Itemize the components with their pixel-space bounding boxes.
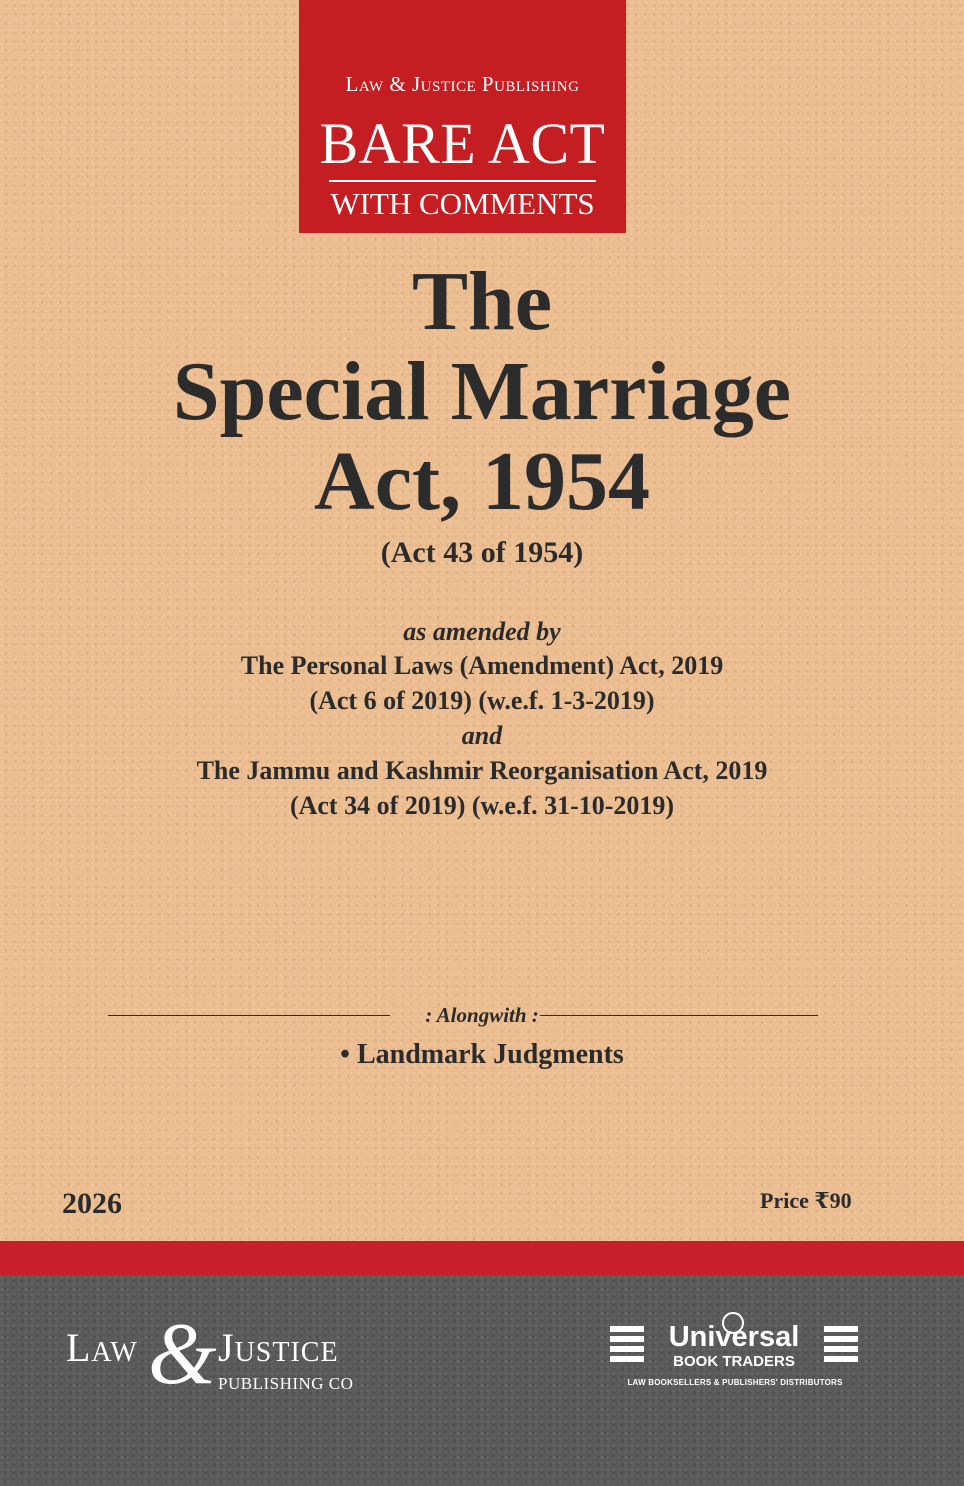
logo-justice-text: Justice	[218, 1325, 339, 1370]
amendment-second-detail: (Act 34 of 2019) (w.e.f. 31-10-2019)	[289, 791, 675, 820]
stripes-left-icon	[610, 1326, 644, 1370]
alongwith-label: : Alongwith :	[425, 1003, 539, 1027]
amendment-first-detail: (Act 6 of 2019) (w.e.f. 1-3-2019)	[309, 686, 655, 715]
amendment-first-act: The Personal Laws (Amendment) Act, 2019	[240, 651, 724, 680]
series-badge	[299, 0, 626, 233]
title-line-2: Special Marriage	[172, 345, 792, 438]
alongwith-rule-right	[540, 1015, 818, 1016]
logo-publishing-co: PUBLISHING CO	[218, 1374, 354, 1393]
red-band	[0, 1241, 964, 1275]
title-line-3: Act, 1954	[314, 435, 650, 528]
logo-law-text: Law	[66, 1325, 138, 1370]
logo-ampersand: &	[148, 1306, 217, 1403]
amendment-conjunction: and	[461, 721, 503, 750]
stripes-right-icon	[824, 1326, 858, 1370]
badge-divider	[329, 180, 596, 182]
alongwith-item: • Landmark Judgments	[340, 1039, 624, 1070]
badge-publisher: Law & Justice Publishing	[345, 72, 580, 96]
amended-intro: as amended by	[403, 617, 561, 646]
act-number: (Act 43 of 1954)	[380, 536, 584, 569]
law-justice-logo	[66, 1306, 366, 1410]
edition-year: 2026	[62, 1187, 122, 1220]
badge-series: BARE ACT	[319, 111, 606, 176]
universal-book-traders-logo	[610, 1318, 860, 1398]
logo-book-traders-text: BOOK TRADERS	[673, 1353, 795, 1370]
price-label: Price ₹90	[760, 1188, 852, 1213]
title-line-1: The	[411, 255, 553, 348]
badge-series-sub: WITH COMMENTS	[330, 186, 595, 221]
logo-universal-text: Universal	[668, 1321, 800, 1353]
logo-tagline: LAW BOOKSELLERS & PUBLISHERS' DISTRIBUTORS	[627, 1378, 843, 1387]
amendment-second-act: The Jammu and Kashmir Reorganisation Act, 2019	[196, 756, 768, 785]
